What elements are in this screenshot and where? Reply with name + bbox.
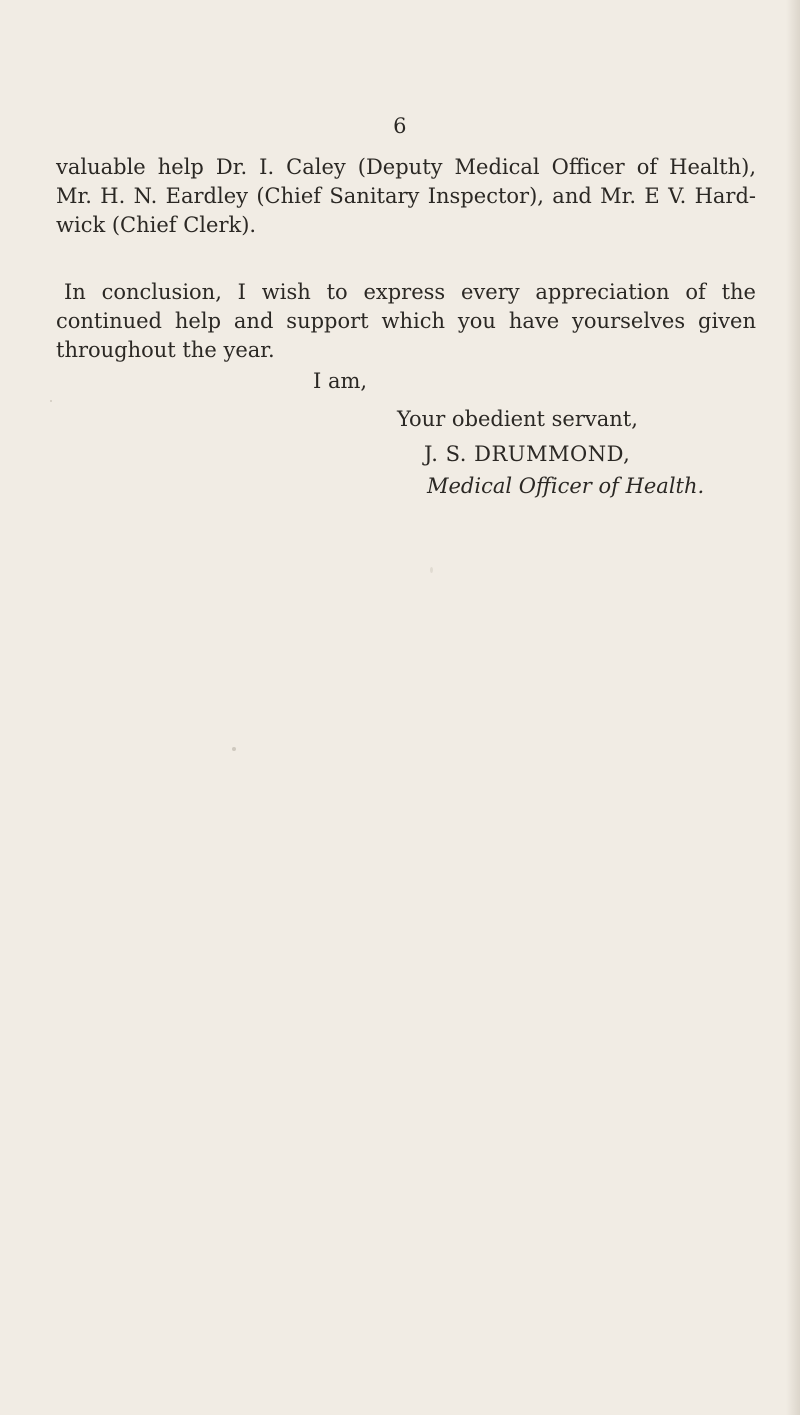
paper-speck (50, 400, 52, 402)
paragraph-line: wick (Chief Clerk). (56, 213, 257, 237)
paragraph-line: valuable help Dr. I. Caley (Deputy Medical Officer of Health), (56, 155, 756, 179)
page-edge-shadow (786, 0, 800, 1415)
paragraph-line: Mr. H. N. Eardley (Chief Sanitary Inspector), and Mr. E V. Hard- (56, 184, 756, 208)
page-number: 6 (393, 114, 407, 138)
signatory-title: Medical Officer of Health. (427, 474, 705, 498)
paragraph-line: continued help and support which you have yourselves given (56, 309, 756, 333)
closing-obedient-servant: Your obedient servant, (397, 407, 638, 431)
paper-speck (232, 747, 236, 751)
paragraph-conclusion (56, 278, 756, 365)
paper-speck (430, 567, 433, 573)
paragraph-acknowledgements (56, 153, 756, 240)
paragraph-line: In conclusion, I wish to express every appreciation of the (64, 280, 756, 304)
closing-salutation: I am, (313, 369, 368, 393)
signatory-name: J. S. DRUMMOND, (424, 442, 631, 466)
paragraph-line: throughout the year. (56, 338, 275, 362)
